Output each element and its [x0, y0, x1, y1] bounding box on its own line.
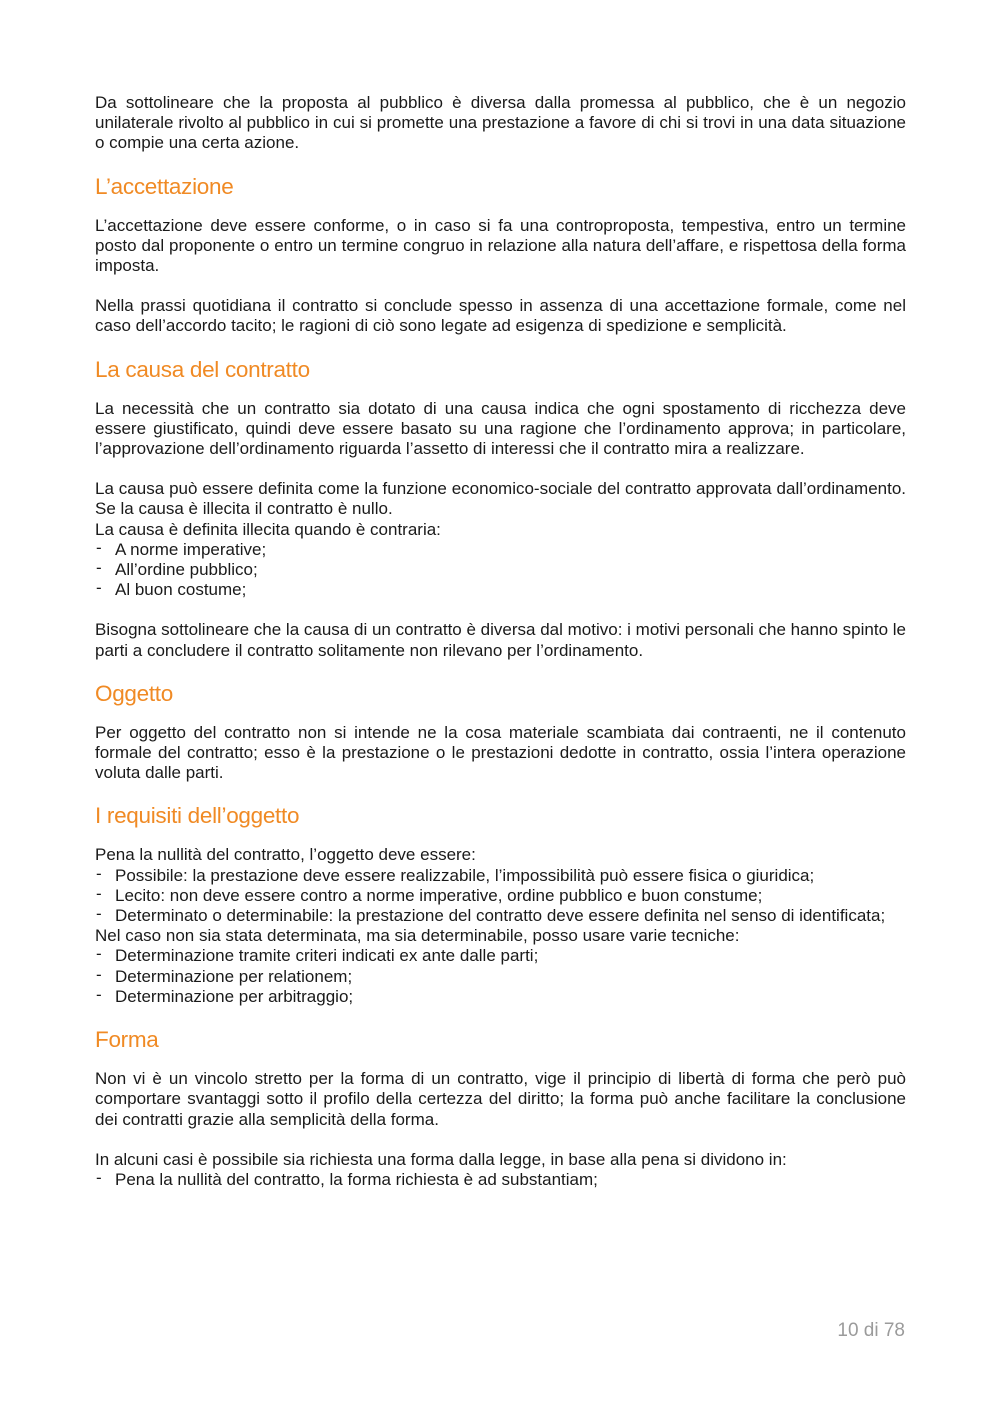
list-item: - Determinazione per relationem; [95, 967, 906, 987]
oggetto-paragraph-1: Per oggetto del contratto non si intende ne la cosa materiale scambiata dai contraenti, ne il contenuto formale del contratto; esso è la prestazione o le prestazioni dedotte in contratto, ossia l’intera operazione voluta dalle parti. [95, 722, 906, 783]
section-heading-requisiti: I requisiti dell’oggetto [95, 803, 300, 829]
forma-paragraph-2: In alcuni casi è possibile sia richiesta una forma dalla legge, in base alla pena si dividono in: [95, 1149, 787, 1169]
causa-paragraph-3: La causa è definita illecita quando è contraria: [95, 519, 441, 539]
section-causa-heading-wrap [95, 356, 906, 384]
list-item: - Al buon costume; [95, 580, 906, 600]
list-item: - A norme imperative; [95, 540, 906, 560]
list-item: - Lecito: non deve essere contro a norme imperative, ordine pubblico e buon constume; [95, 886, 906, 906]
section-heading-causa: La causa del contratto [95, 356, 310, 382]
section-heading-oggetto: Oggetto [95, 680, 173, 706]
causa-illecita-list [95, 540, 906, 601]
accettazione-paragraph-2: Nella prassi quotidiana il contratto si conclude spesso in assenza di una accettazione formale, come nel caso dell’accordo tacito; le ragioni di ciò sono legate ad esigenza di spedizione e semplicità. [95, 296, 906, 336]
list-item: - All’ordine pubblico; [95, 560, 906, 580]
causa-paragraph-2: La causa può essere definita come la funzione economico-sociale del contratto approvata dall’ordinamento. Se la causa è illecita il contratto è nullo. [95, 479, 906, 519]
list-item: - Pena la nullità del contratto, la forma richiesta è ad substantiam; [95, 1170, 906, 1190]
requisiti-paragraph-2: Nel caso non sia stata determinata, ma sia determinabile, posso usare varie tecniche: [95, 926, 740, 946]
causa-paragraph-1: La necessità che un contratto sia dotato di una causa indica che ogni spostamento di ricchezza deve essere giustificato, quindi deve essere basato su una ragione che l’ordinamento approva; in particolare, l’approvazione dell’ordinamento riguarda l’assetto di interessi che il contratto mira a realizzare. [95, 398, 906, 459]
requisiti-paragraph-1: Pena la nullità del contratto, l’oggetto deve essere: [95, 845, 476, 865]
page-number: 10 di 78 [837, 1320, 905, 1341]
requisiti-list [95, 866, 906, 927]
section-heading-accettazione: L’accettazione [95, 173, 234, 199]
accettazione-paragraph-1: L’accettazione deve essere conforme, o in caso si fa una controproposta, tempestiva, entro un termine posto dal proponente o entro un termine congruo in relazione alla natura dell’affare, e rispettosa della forma imposta. [95, 215, 906, 276]
causa-paragraph-4: Bisogna sottolineare che la causa di un contratto è diversa dal motivo: i motivi personali che hanno spinto le parti a concludere il contratto solitamente non rilevano per l’ordinamento. [95, 620, 906, 660]
section-oggetto-heading-wrap [95, 680, 906, 708]
section-heading-forma: Forma [95, 1027, 159, 1053]
section-forma-heading-wrap [95, 1026, 906, 1054]
tecniche-list [95, 946, 906, 1007]
list-item: - Determinazione tramite criteri indicati ex ante dalle parti; [95, 946, 906, 966]
section-requisiti-heading-wrap [95, 802, 906, 830]
forma-paragraph-1: Non vi è un vincolo stretto per la forma di un contratto, vige il principio di libertà di forma che però può comportare svantaggi sotto il profilo della certezza del diritto; la forma può anche facilitare la conclusione dei contratti grazie alla semplicità della forma. [95, 1069, 906, 1129]
list-item: - Possibile: la prestazione deve essere realizzabile, l’impossibilità può essere fisica o giuridica; [95, 866, 906, 886]
list-item: - Determinazione per arbitraggio; [95, 987, 906, 1007]
page-content [95, 93, 906, 1190]
section-accettazione-heading-wrap [95, 173, 906, 201]
forma-list [95, 1170, 906, 1190]
list-item: - Determinato o determinabile: la prestazione del contratto deve essere definita nel senso di identificata; [95, 906, 906, 926]
intro-paragraph: Da sottolineare che la proposta al pubblico è diversa dalla promessa al pubblico, che è un negozio unilaterale rivolto al pubblico in cui si promette una prestazione a favore di chi si trovi in una data situazione o compie una certa azione. [95, 93, 906, 153]
